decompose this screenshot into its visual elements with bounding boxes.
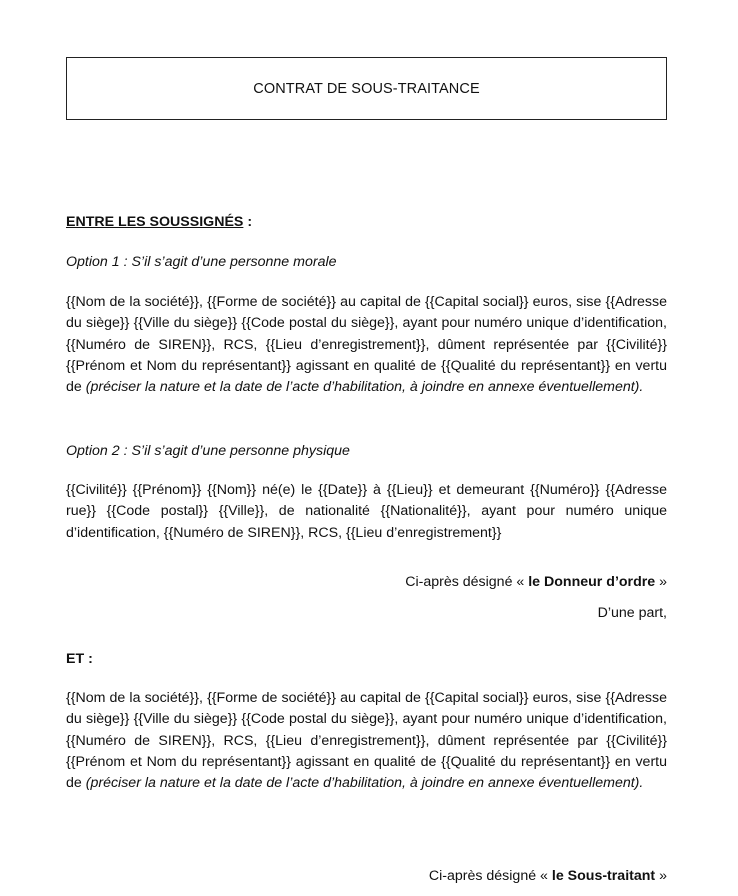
document-title: CONTRAT DE SOUS-TRAITANCE: [253, 80, 480, 97]
option1-paragraph: [66, 292, 667, 398]
et-heading: ET :: [66, 651, 93, 667]
section-heading-text: ENTRE LES SOUSSIGNÉS: [66, 214, 244, 230]
designation-donneur-ordre: [66, 574, 667, 590]
section-heading-colon: :: [243, 214, 253, 230]
designation2-prefix: Ci-après désigné «: [428, 868, 552, 884]
party2-paragraph: [66, 688, 667, 794]
document-title-box: [66, 57, 667, 120]
option2-paragraph: {{Civilité}} {{Prénom}} {{Nom}} né(e) le {{Date}} à {{Lieu}} et demeurant {{Numéro}} {{Adresse rue}} {{Code postal}} {{Ville}}, de nationalité {{Nationalité}}, ayant pour numéro unique d’identification, {{Numéro de SIREN}}, RCS, {{Lieu d’enregistrement}}: [66, 482, 667, 541]
option2-label: Option 2 : S’il s’agit d’une personne physique: [66, 443, 350, 459]
option1-label: Option 1 : S’il s’agit d’une personne morale: [66, 254, 337, 270]
section-heading: [66, 214, 667, 230]
part-one-label: D’une part,: [597, 605, 667, 621]
designation-sous-traitant: [66, 868, 667, 884]
designation2-suffix: »: [655, 868, 667, 884]
designation1-role: le Donneur d’ordre: [528, 574, 656, 590]
party2-paragraph-note: (préciser la nature et la date de l’acte d’habilitation, à joindre en annexe éventuellement).: [85, 775, 644, 792]
designation2-role: le Sous-traitant: [551, 868, 656, 884]
option1-paragraph-note: (préciser la nature et la date de l’acte d’habilitation, à joindre en annexe éventuellement).: [85, 379, 644, 396]
option1-paragraph-text: {{Nom de la société}}, {{Forme de société}} au capital de {{Capital social}} euros, sise {{Adresse du siège}} {{Ville du siège}} {{Code postal du siège}}, ayant pour numéro unique d’identification, {{Numéro de SIREN}}, RCS, {{Lieu d’enregistrement}}, dûment représentée par {{Civilité}} {{Prénom et Nom du représentant}} agissant en qualité de {{Qualité du représentant}} en vertu de: [66, 294, 667, 396]
party2-paragraph-text: {{Nom de la société}}, {{Forme de société}} au capital de {{Capital social}} euros, sise {{Adresse du siège}} {{Ville du siège}} {{Code postal du siège}}, ayant pour numéro unique d’identification, {{Numéro de SIREN}}, RCS, {{Lieu d’enregistrement}}, dûment représentée par {{Civilité}} {{Prénom et Nom du représentant}} agissant en qualité de {{Qualité du représentant}} en vertu de: [66, 690, 667, 792]
designation1-suffix: »: [655, 574, 667, 590]
designation1-prefix: Ci-après désigné «: [405, 574, 529, 590]
